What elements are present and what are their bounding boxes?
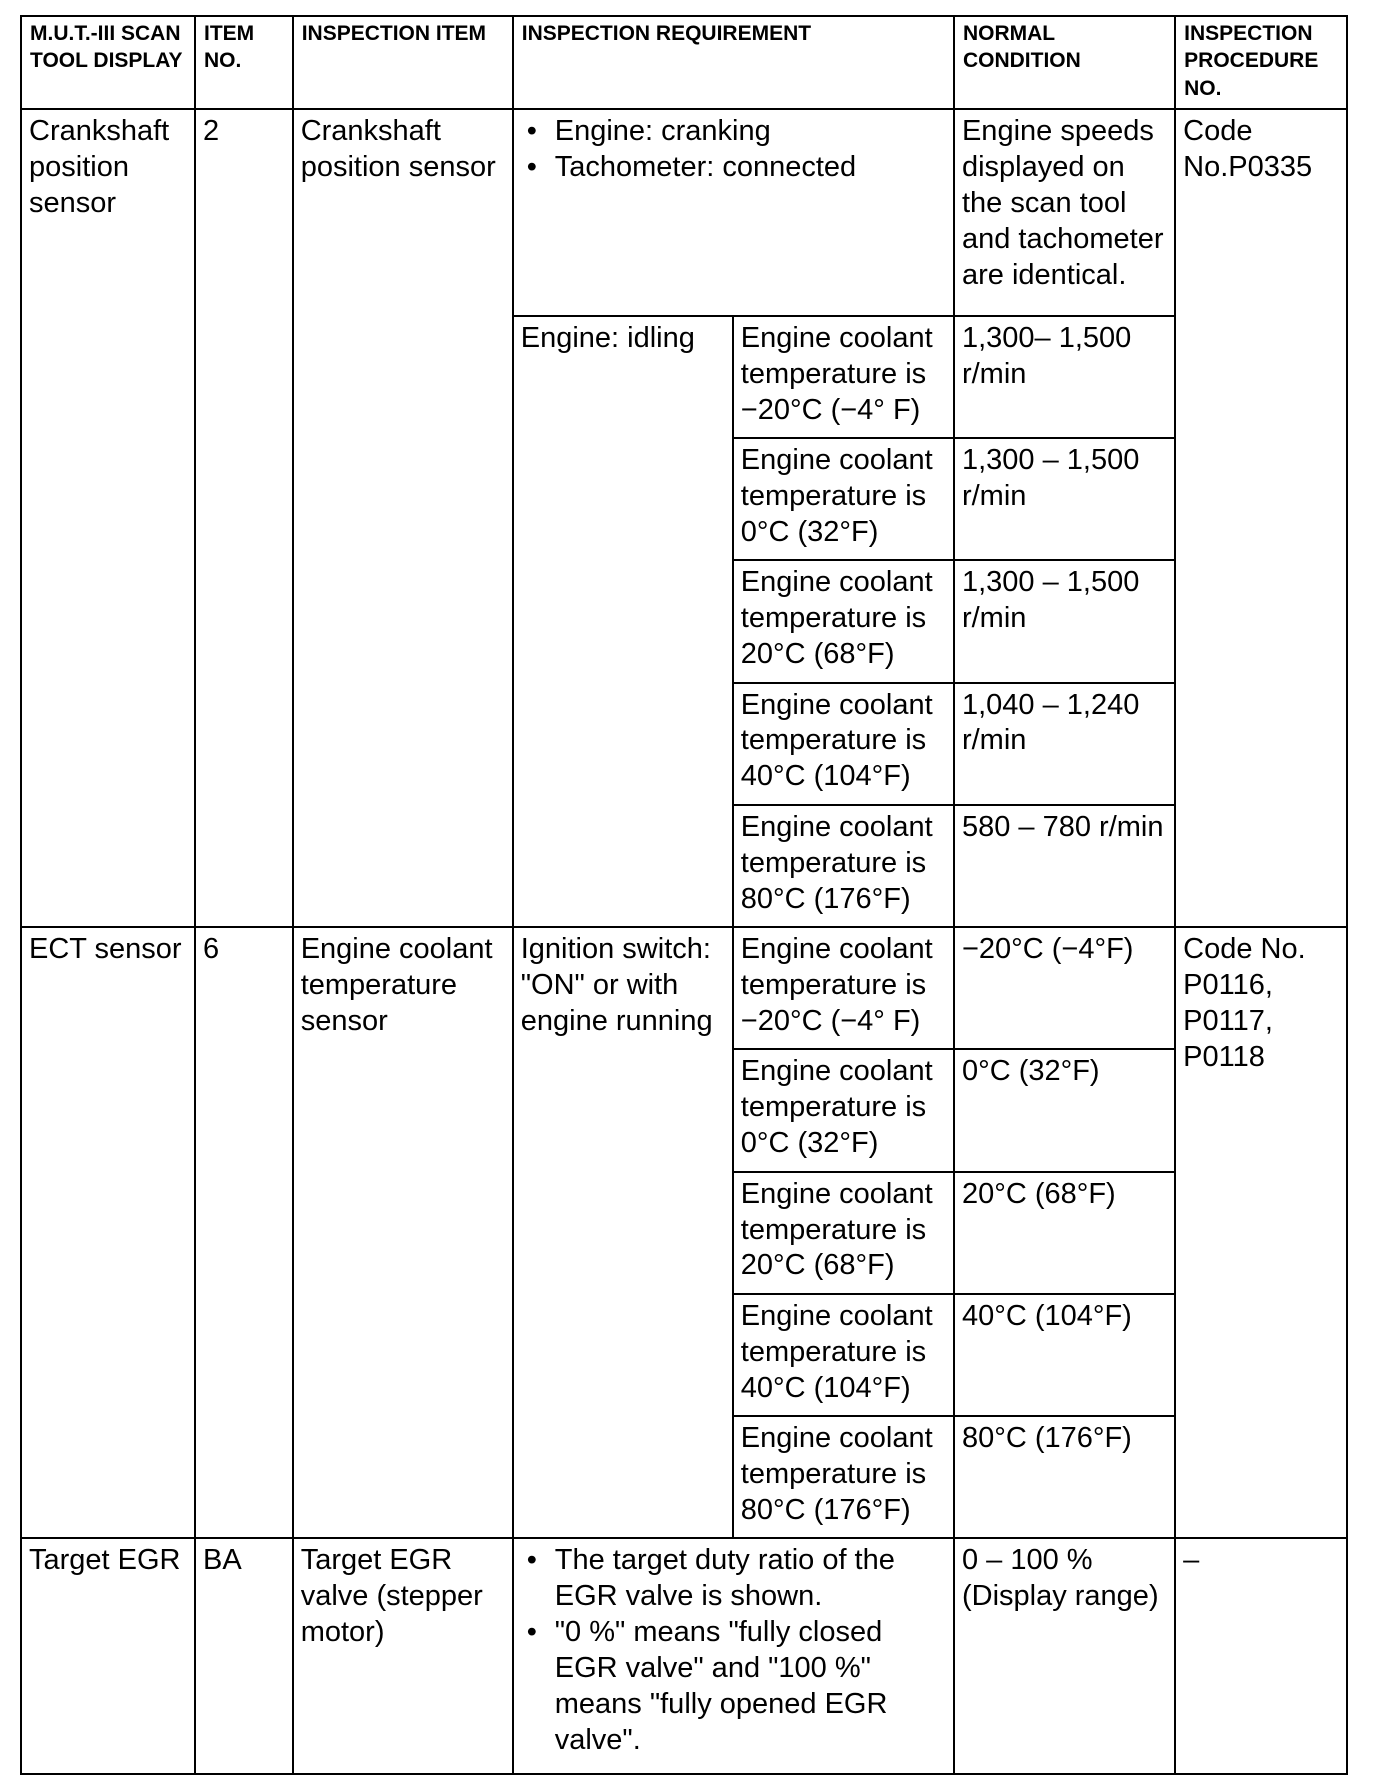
cell-normal-condition: 580 – 780 r/min	[954, 805, 1175, 927]
requirement-bullet: • Tachometer: connected	[521, 150, 946, 186]
cell-inspection-item: Target EGR valve (stepper motor)	[293, 1538, 513, 1774]
cell-sub-condition: Engine coolant temperature is 20°C (68°F)	[733, 560, 954, 682]
cell-sub-condition: Engine coolant temperature is −20°C (−4° F)	[733, 316, 954, 438]
cell-sub-condition: Engine coolant temperature is 0°C (32°F)	[733, 438, 954, 560]
cell-display: ECT sensor	[21, 927, 195, 1538]
cell-sub-condition: Engine coolant temperature is 0°C (32°F)	[733, 1049, 954, 1171]
requirement-bullet: • Engine: cranking	[521, 114, 946, 150]
cell-normal-condition: 0°C (32°F)	[954, 1049, 1175, 1171]
cell-sub-condition: Engine coolant temperature is −20°C (−4° F)	[733, 927, 954, 1049]
requirement-bullet: • The target duty ratio of the EGR valve is shown.	[521, 1543, 946, 1615]
cell-sub-condition: Engine coolant temperature is 40°C (104°F)	[733, 683, 954, 805]
cell-inspection-requirement	[513, 1538, 954, 1774]
requirement-bullet-list	[521, 114, 946, 186]
cell-normal-condition: 40°C (104°F)	[954, 1294, 1175, 1416]
requirement-bullet: • "0 %" means "fully closed EGR valve" and "100 %" means "fully opened EGR valve".	[521, 1615, 946, 1759]
cell-display: Target EGR	[21, 1538, 195, 1774]
cell-sub-condition: Engine coolant temperature is 40°C (104°F)	[733, 1294, 954, 1416]
table-row	[21, 927, 1347, 1049]
cell-group-condition: Engine: idling	[513, 316, 733, 927]
cell-item-no: BA	[195, 1538, 293, 1774]
header-procedure-no: INSPECTION PROCEDURE NO.	[1175, 16, 1347, 109]
cell-inspection-item: Crankshaft position sensor	[293, 109, 513, 927]
header-inspection-requirement: INSPECTION REQUIREMENT	[513, 16, 954, 109]
cell-procedure-no: Code No. P0116, P0117, P0118	[1175, 927, 1347, 1538]
inspection-table	[20, 15, 1348, 1775]
cell-normal-condition: 1,040 – 1,240 r/min	[954, 683, 1175, 805]
cell-inspection-item: Engine coolant temperature sensor	[293, 927, 513, 1538]
header-item-no: ITEM NO.	[195, 16, 293, 109]
cell-normal-condition: 1,300 – 1,500 r/min	[954, 560, 1175, 682]
cell-normal-condition: 80°C (176°F)	[954, 1416, 1175, 1538]
cell-group-condition: Ignition switch: "ON" or with engine running	[513, 927, 733, 1538]
cell-normal-condition: 1,300– 1,500 r/min	[954, 316, 1175, 438]
header-row	[21, 16, 1347, 109]
header-display: M.U.T.-III SCAN TOOL DISPLAY	[21, 16, 195, 109]
header-normal-condition: NORMAL CONDITION	[954, 16, 1175, 109]
cell-normal-condition: 0 – 100 % (Display range)	[954, 1538, 1175, 1774]
cell-inspection-requirement	[513, 109, 954, 315]
header-inspection-item: INSPECTION ITEM	[293, 16, 513, 109]
cell-item-no: 2	[195, 109, 293, 927]
cell-item-no: 6	[195, 927, 293, 1538]
cell-normal-condition: 1,300 – 1,500 r/min	[954, 438, 1175, 560]
cell-sub-condition: Engine coolant temperature is 80°C (176°F)	[733, 1416, 954, 1538]
cell-normal-condition: 20°C (68°F)	[954, 1172, 1175, 1294]
cell-procedure-no: Code No.P0335	[1175, 109, 1347, 927]
requirement-bullet-list	[521, 1543, 946, 1759]
table-row	[21, 1538, 1347, 1774]
cell-procedure-no: –	[1175, 1538, 1347, 1774]
cell-sub-condition: Engine coolant temperature is 80°C (176°F)	[733, 805, 954, 927]
cell-sub-condition: Engine coolant temperature is 20°C (68°F)	[733, 1172, 954, 1294]
cell-normal-condition: −20°C (−4°F)	[954, 927, 1175, 1049]
cell-normal-condition: Engine speeds displayed on the scan tool and tachometer are identical.	[954, 109, 1175, 315]
table-row	[21, 109, 1347, 315]
cell-display: Crankshaft position sensor	[21, 109, 195, 927]
